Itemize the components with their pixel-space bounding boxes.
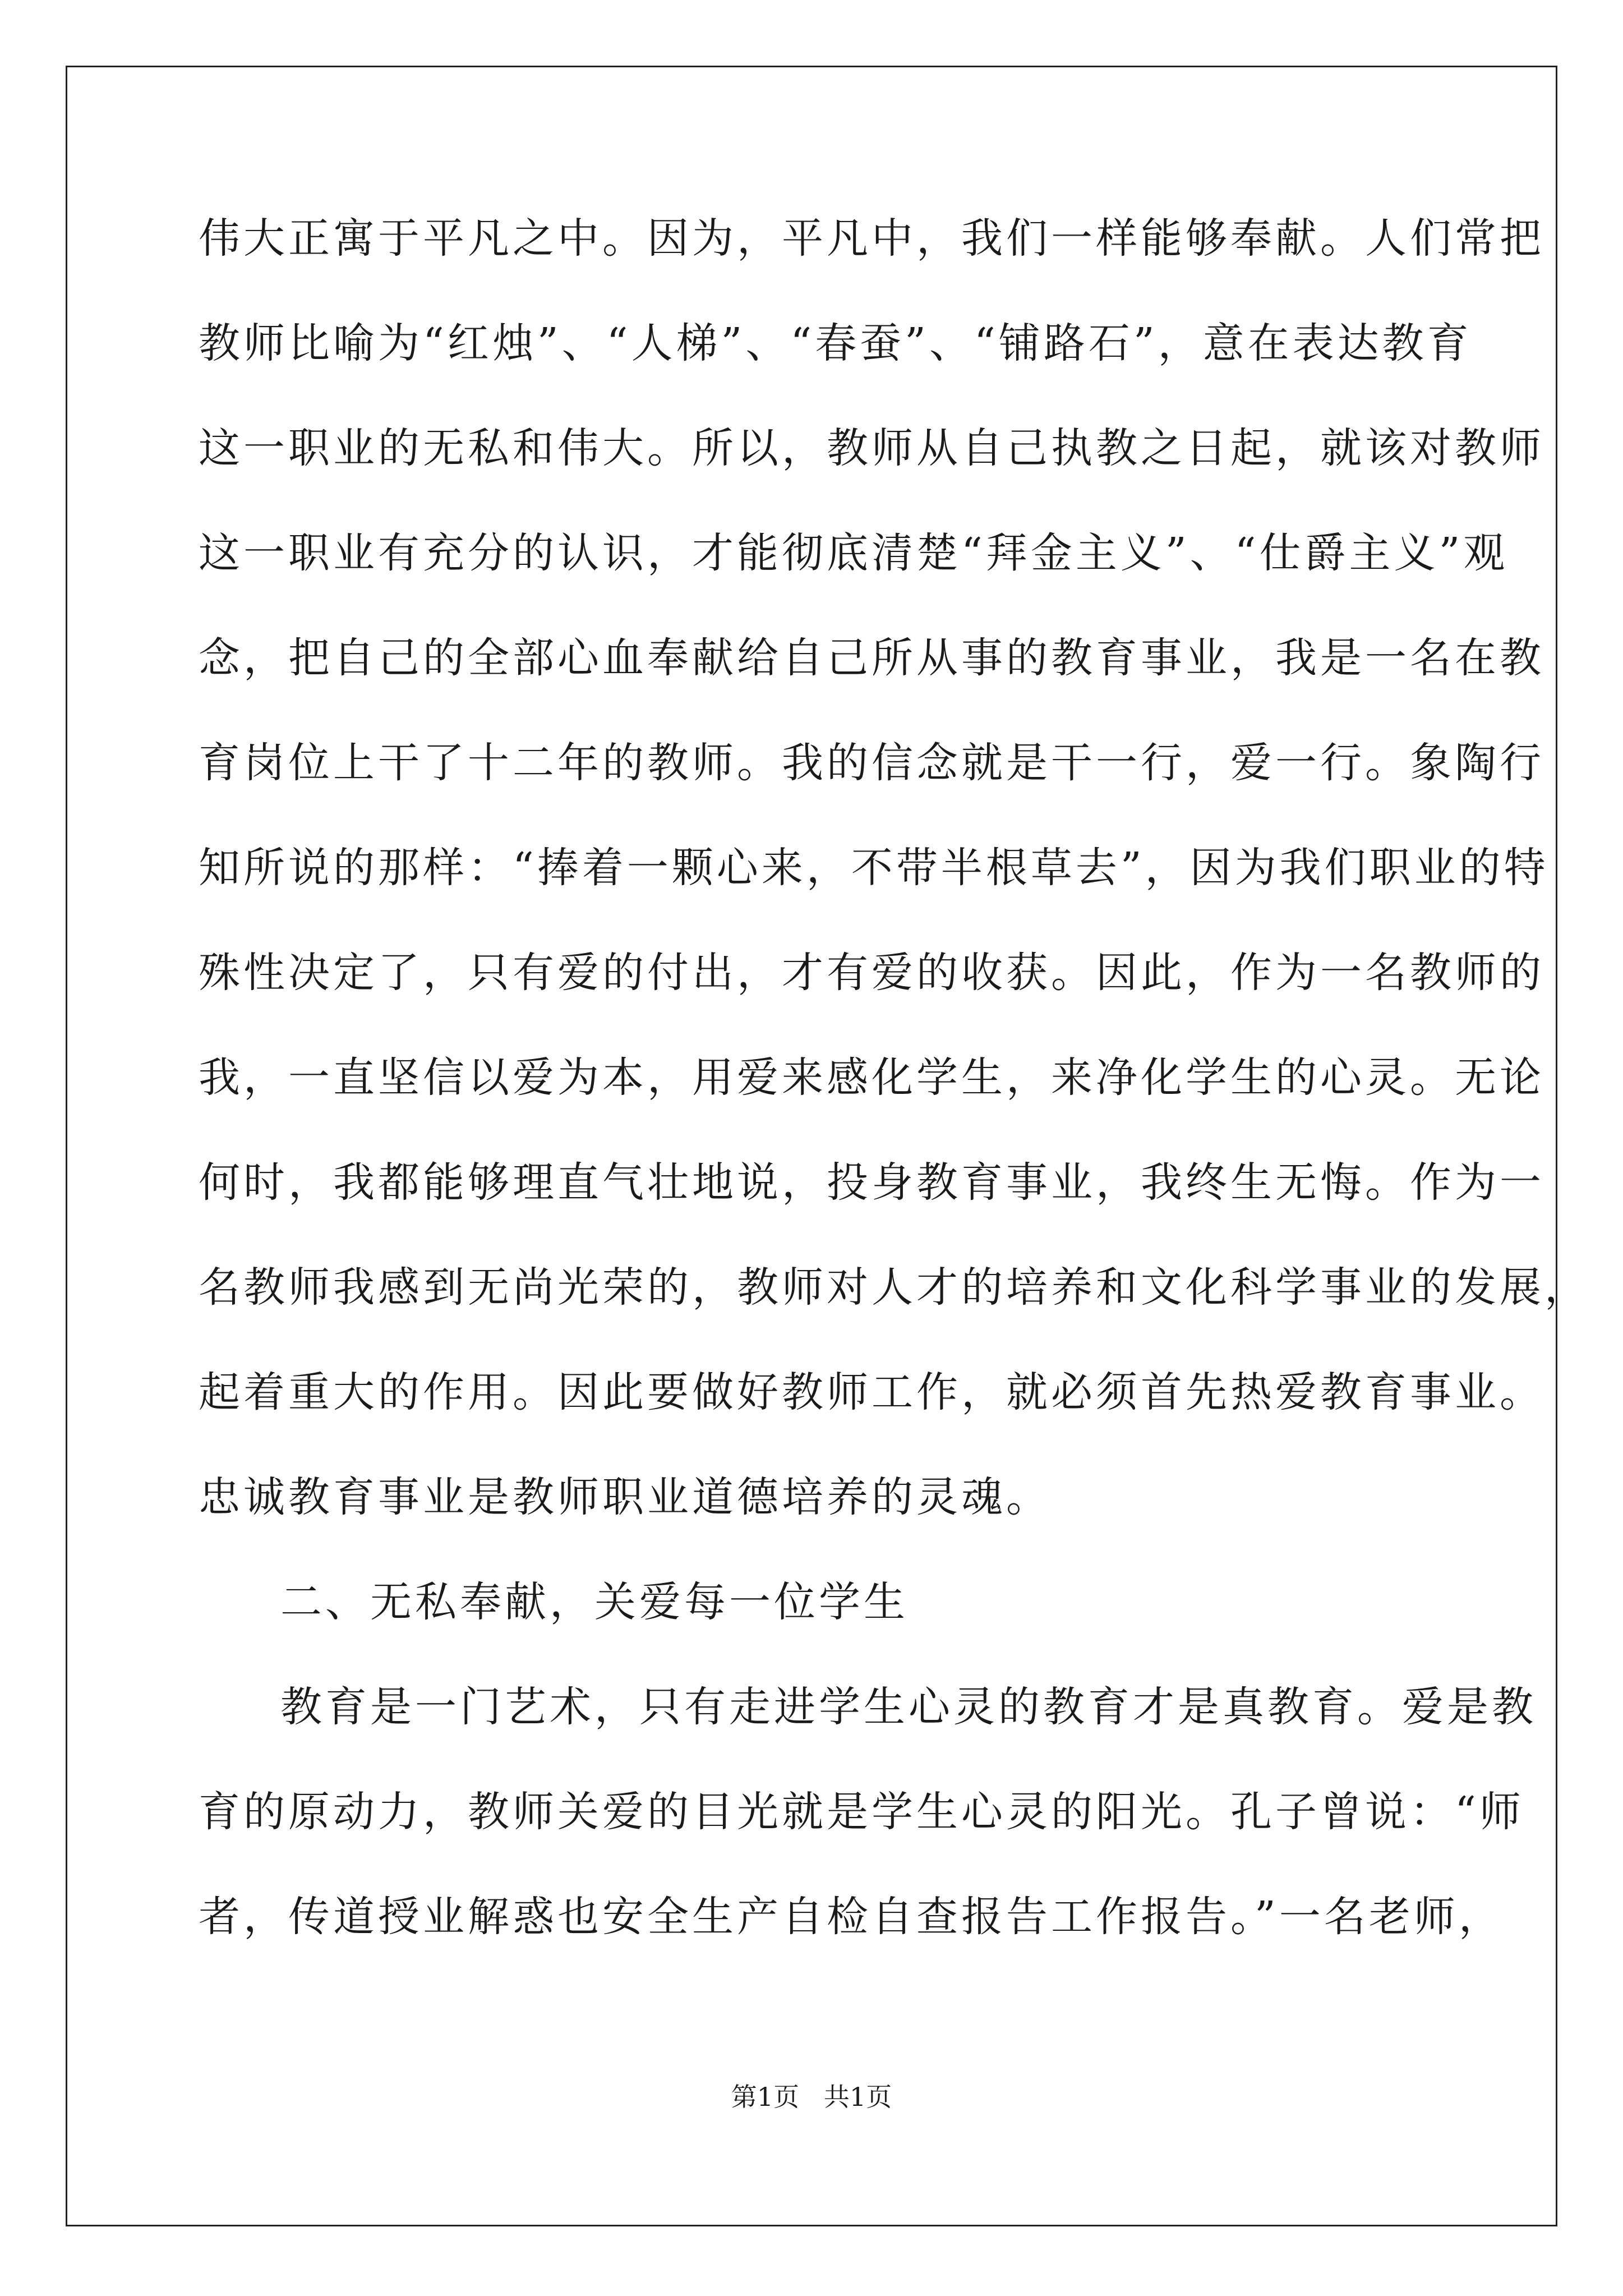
body-line: 我，一直坚信以爱为本，用爱来感化学生，来净化学生的心灵。无论 (199, 1053, 1544, 1102)
body-line: 这一职业的无私和伟大。所以，教师从自己执教之日起，就该对教师 (199, 424, 1544, 472)
body-line: 教师比喻为“红烛”、“人梯”、“春蚕”、“铺路石”，意在表达教育 (199, 319, 1472, 367)
body-line: 知所说的那样：“捧着一颗心来，不带半根草去”，因为我们职业的特 (199, 844, 1549, 892)
body-line: 念，把自己的全部心血奉献给自己所从事的教育事业，我是一名在教 (199, 634, 1544, 682)
body-line: 育的原动力，教师关爱的目光就是学生心灵的阳光。孔子曾说：“师 (199, 1788, 1524, 1836)
body-line: 这一职业有充分的认识，才能彻底清楚“拜金主义”、“仕爵主义”观 (199, 529, 1509, 577)
body-line: 忠诚教育事业是教师职业道德培养的灵魂。 (199, 1473, 1051, 1521)
body-line: 伟大正寓于平凡之中。因为，平凡中，我们一样能够奉献。人们常把 (199, 214, 1544, 263)
body-line: 殊性决定了，只有爱的付出，才有爱的收获。因此，作为一名教师的 (199, 949, 1544, 997)
body-line: 何时，我都能够理直气壮地说，投身教育事业，我终生无悔。作为一 (199, 1158, 1544, 1207)
body-line: 者，传道授业解惑也安全生产自检自查报告工作报告。”一名老师， (199, 1893, 1504, 1941)
document-body (199, 214, 1589, 2001)
section-heading: 二、无私奉献，关爱每一位学生 (280, 1578, 909, 1626)
paragraph-first-line: 教育是一门艺术，只有走进学生心灵的教育才是真教育。爱是教 (280, 1683, 1537, 1731)
page-number-footer: 第1页 共1页 (731, 2082, 892, 2112)
body-line: 名教师我感到无尚光荣的，教师对人才的培养和文化科学事业的发展， (199, 1263, 1589, 1312)
body-line: 起着重大的作用。因此要做好教师工作，就必须首先热爱教育事业。 (199, 1368, 1544, 1416)
body-line: 育岗位上干了十二年的教师。我的信念就是干一行，爱一行。象陶行 (199, 739, 1544, 787)
